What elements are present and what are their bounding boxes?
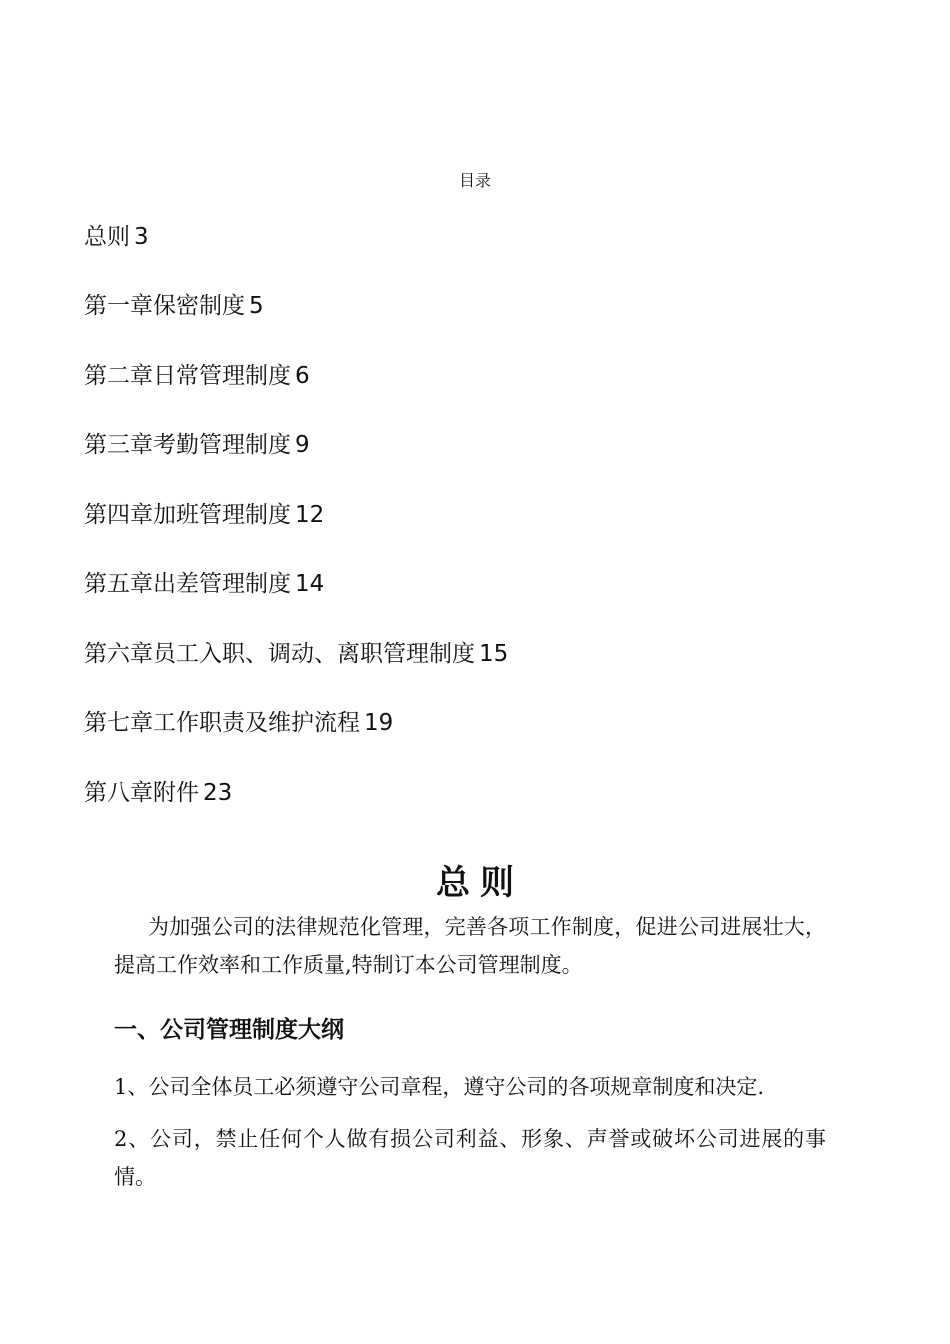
toc-entry-label: 第二章日常管理制度 (84, 363, 291, 389)
toc-entry-label: 第四章加班管理制度 (84, 502, 291, 528)
toc-entry-label: 第一章保密制度 (84, 293, 245, 319)
toc-entry-label: 第五章出差管理制度 (84, 571, 291, 597)
toc-entry-page: 5 (249, 293, 264, 319)
toc-entry[interactable] (84, 222, 149, 252)
toc-entry-page: 23 (203, 780, 233, 806)
intro-paragraph: 为加强公司的法律规范化管理，完善各项工作制度，促进公司进展壮大，提高工作效率和工作质量,特制订本公司管理制度。 (114, 915, 826, 977)
toc-entry-label: 总则 (84, 224, 130, 250)
toc-entry-label: 第六章员工入职、调动、离职管理制度 (84, 641, 475, 667)
toc-entry-page: 12 (295, 502, 325, 528)
toc-entry-page: 14 (295, 571, 325, 597)
clause-paragraph: 2、公司，禁止任何个人做有损公司利益、形象、声誉或破坏公司进展的事情。 (114, 1127, 826, 1189)
toc-entry-label: 第三章考勤管理制度 (84, 432, 291, 458)
clause-paragraph: 1、公司全体员工必须遵守公司章程，遵守公司的各项规章制度和决定. (114, 1075, 765, 1099)
toc-entry-label: 第八章附件 (84, 780, 199, 806)
toc-title: 目录 (458, 171, 491, 190)
toc-entry-label: 第七章工作职责及维护流程 (84, 710, 360, 736)
toc-entry[interactable] (84, 500, 324, 530)
toc-entry-page: 9 (295, 432, 310, 458)
toc-entry[interactable] (84, 569, 324, 599)
toc-entry-page: 3 (134, 224, 149, 250)
toc-entry-page: 19 (364, 710, 394, 736)
toc-entry[interactable] (84, 639, 508, 669)
section-heading: 总则 (436, 863, 524, 903)
subsection-heading: 一、公司管理制度大纲 (114, 1017, 344, 1043)
toc-entry-page: 15 (479, 641, 509, 667)
toc-entry[interactable] (84, 430, 310, 460)
toc-entry[interactable] (84, 291, 264, 321)
toc-entry[interactable] (84, 708, 393, 738)
toc-entry[interactable] (84, 361, 310, 391)
toc-entry[interactable] (84, 778, 232, 808)
toc-entry-page: 6 (295, 363, 310, 389)
